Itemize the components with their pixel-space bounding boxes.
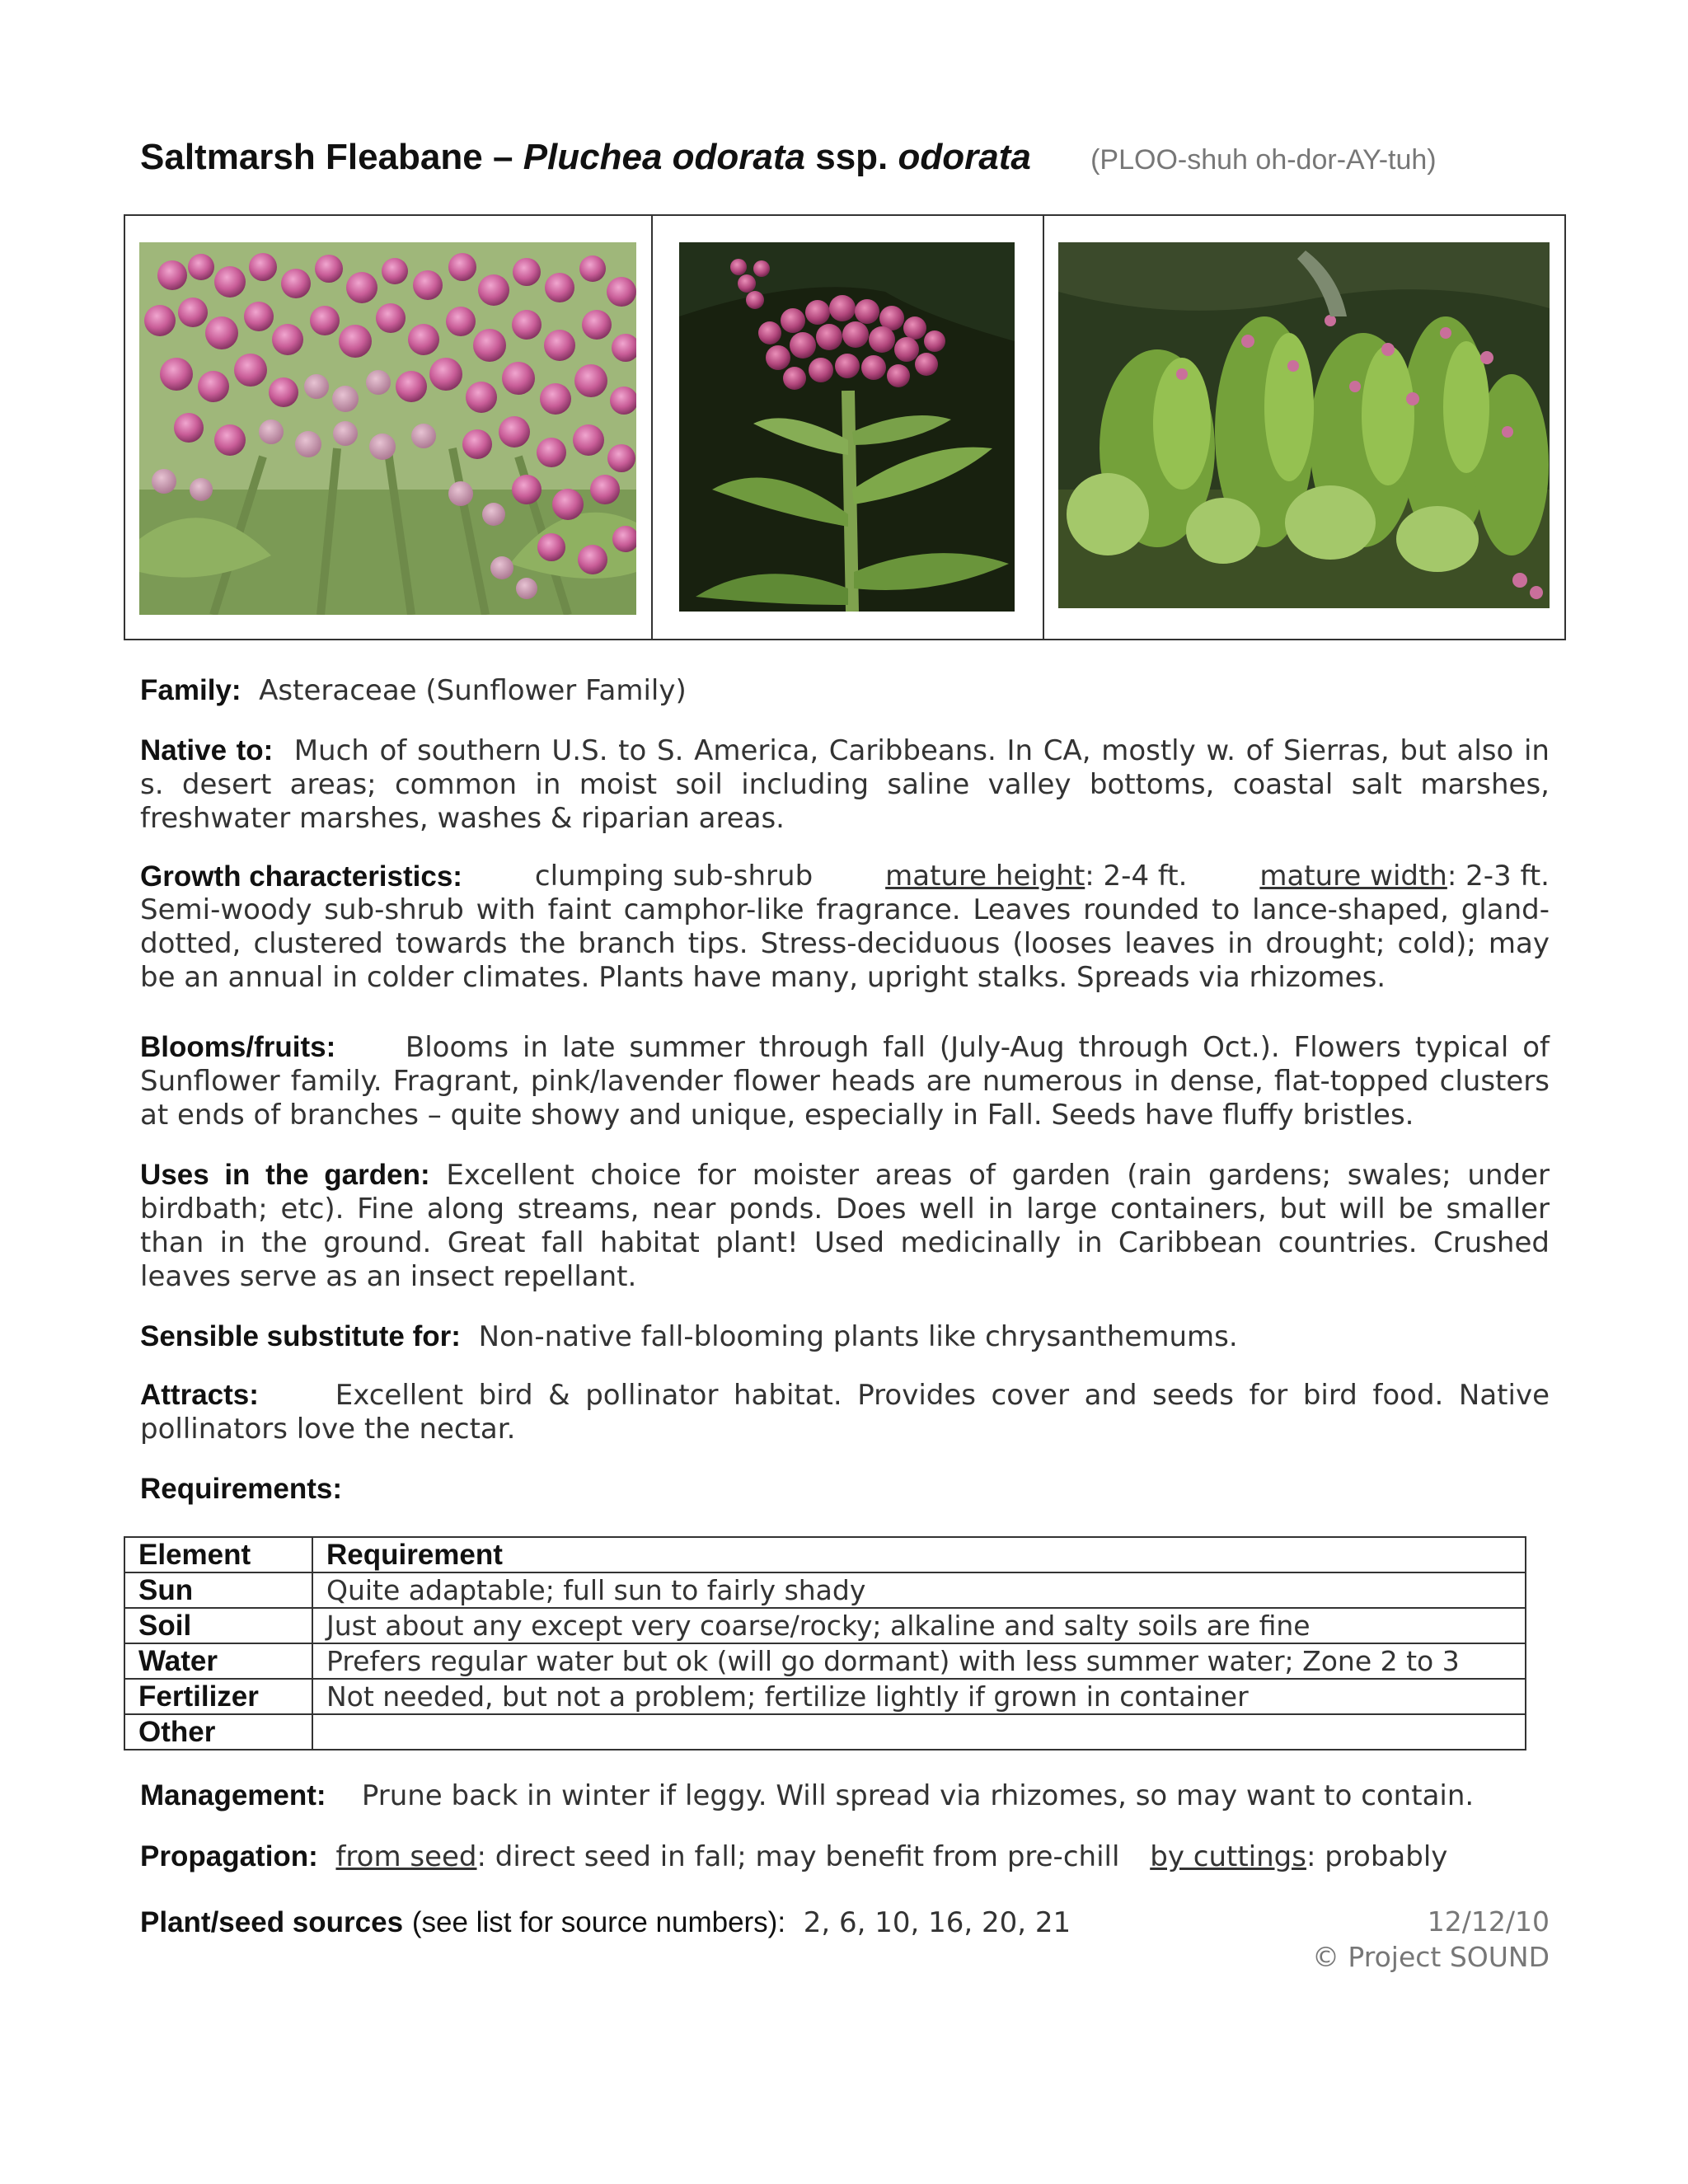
revision-date: 12/12/10: [1427, 1905, 1550, 1938]
sources-note: (see list for source numbers):: [411, 1906, 786, 1938]
substitute-text: Non-native fall-blooming plants like chrysanthemums.: [478, 1320, 1238, 1353]
native-label: Native to:: [140, 734, 274, 766]
element-cell: Water: [124, 1643, 312, 1679]
growth-section: [140, 860, 1550, 995]
table-row: [124, 1679, 1526, 1714]
table-row: [124, 1572, 1526, 1608]
table-row: [124, 1714, 1526, 1750]
element-cell: Sun: [124, 1572, 312, 1608]
blooms-label: Blooms/fruits:: [140, 1031, 336, 1063]
management-text: Prune back in winter if leggy. Will spread via rhizomes, so may want to contain.: [361, 1779, 1475, 1812]
common-name: Saltmarsh Fleabane: [140, 137, 483, 177]
from-seed-label: from seed: [335, 1840, 477, 1873]
photo-table: [124, 214, 1566, 640]
requirement-cell: Just about any except very coarse/rocky; alkaline and salty soils are fine: [312, 1608, 1526, 1643]
mature-height-label: mature height: [885, 860, 1085, 893]
requirements-table: [124, 1536, 1526, 1750]
requirement-cell: Quite adaptable; full sun to fairly shady: [312, 1572, 1526, 1608]
photo-cell-2: [653, 216, 1044, 639]
copyright: © Project SOUND: [1311, 1941, 1550, 1973]
requirement-cell: Not needed, but not a problem; fertilize lightly if grown in container: [312, 1679, 1526, 1714]
page-title: [140, 137, 1437, 178]
mature-height-value: : 2-4 ft.: [1085, 860, 1188, 893]
plants-in-habitat-photo: [1058, 242, 1550, 608]
uses-text: Excellent choice for moister areas of garden (rain gardens; swales; under birdbath; etc). Fine along streams, near ponds. Does well in large containers, but will be smaller than in the ground. Great fall habitat plant! Used medicinally in Caribbean countries. Crushed leaves serve as an insect repellant.: [140, 1159, 1550, 1293]
native-text: Much of southern U.S. to S. America, Caribbeans. In CA, mostly w. of Sierras, but also in s. desert areas; common in moist soil including saline valley bottoms, coastal salt marshes, freshwater marshes, washes & riparian areas.: [140, 734, 1550, 835]
table-row: [124, 1608, 1526, 1643]
growth-label: Growth characteristics:: [140, 860, 462, 893]
element-cell: Soil: [124, 1608, 312, 1643]
propagation-section: [140, 1840, 1550, 1874]
element-column-header: Element: [124, 1537, 312, 1572]
requirement-cell: [312, 1714, 1526, 1750]
mature-height: [885, 860, 1187, 893]
photo-cell-3: [1044, 216, 1564, 639]
family-section: [140, 673, 1550, 708]
growth-summary-line: [140, 860, 1550, 893]
blooms-text: Blooms in late summer through fall (July-Aug through Oct.). Flowers typical of Sunflower family. Fragrant, pink/lavender flower heads are numerous in dense, flat-topped clusters at ends of branches – quite showy and unique, especially in Fall. Seeds have fluffy bristles.: [140, 1031, 1550, 1132]
by-cuttings-text: : probably: [1306, 1840, 1448, 1873]
management-section: [140, 1779, 1550, 1813]
table-header-row: [124, 1537, 1526, 1572]
scientific-name: Pluchea odorata: [523, 137, 805, 177]
ssp-abbrev: ssp.: [815, 137, 889, 177]
sources-label: Plant/seed sources: [140, 1906, 404, 1938]
table-row: [124, 1643, 1526, 1679]
flower-cluster-closeup-photo: [139, 242, 636, 615]
native-section: [140, 733, 1550, 836]
photo-cell-1: [125, 216, 653, 639]
family-label: Family:: [140, 674, 241, 706]
propagation-label: Propagation:: [140, 1840, 318, 1872]
uses-section: [140, 1158, 1550, 1294]
sources-section: [140, 1905, 1212, 1940]
growth-form: clumping sub-shrub: [534, 860, 814, 893]
sources-numbers: 2, 6, 10, 16, 20, 21: [803, 1906, 1071, 1939]
from-seed-text: : direct seed in fall; may benefit from pre-chill: [476, 1840, 1120, 1873]
attracts-section: [140, 1378, 1550, 1446]
substitute-label: Sensible substitute for:: [140, 1320, 461, 1352]
requirement-column-header: Requirement: [312, 1537, 1526, 1572]
title-dash: –: [492, 137, 513, 177]
flowering-stem-photo: [679, 242, 1015, 612]
substitute-section: [140, 1319, 1550, 1354]
mature-width-value: : 2-3 ft.: [1447, 860, 1550, 893]
subspecies-name: odorata: [898, 137, 1031, 177]
by-cuttings-label: by cuttings: [1150, 1840, 1306, 1873]
management-label: Management:: [140, 1779, 326, 1811]
mature-width: [1259, 860, 1550, 893]
family-value: Asteraceae (Sunflower Family): [259, 674, 687, 707]
blooms-section: [140, 1030, 1550, 1132]
requirement-cell: Prefers regular water but ok (will go dormant) with less summer water; Zone 2 to 3: [312, 1643, 1526, 1679]
requirements-heading: [140, 1472, 1550, 1507]
uses-label: Uses in the garden:: [140, 1159, 430, 1191]
requirements-label: Requirements:: [140, 1473, 343, 1505]
attracts-label: Attracts:: [140, 1379, 259, 1411]
mature-width-label: mature width: [1259, 860, 1447, 893]
element-cell: Fertilizer: [124, 1679, 312, 1714]
pronunciation: (PLOO-shuh oh-dor-AY-tuh): [1090, 144, 1437, 176]
attracts-text: Excellent bird & pollinator habitat. Provides cover and seeds for bird food. Native pollinators love the nectar.: [140, 1379, 1550, 1446]
growth-text: Semi-woody sub-shrub with faint camphor-like fragrance. Leaves rounded to lance-shaped, gland-dotted, clustered towards the branch tips. Stress-deciduous (looses leaves in drought; cold); may be an annual in colder climates. Plants have many, upright stalks. Spreads via rhizomes.: [140, 893, 1550, 994]
element-cell: Other: [124, 1714, 312, 1750]
